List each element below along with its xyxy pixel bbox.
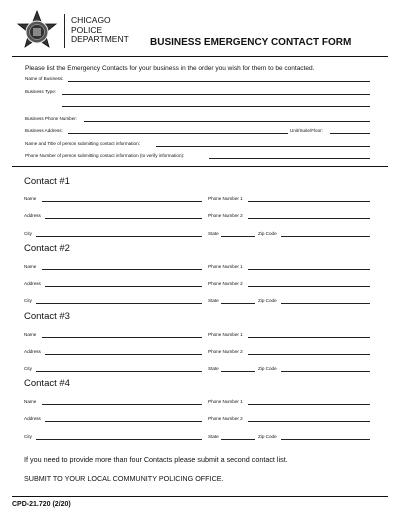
contact-address-label: Address <box>24 349 41 354</box>
unit-suite-floor-label: Unit/Suite/Floor: <box>290 128 323 133</box>
contact-city-label: City <box>24 434 32 439</box>
contact-phone1-label: Phone Number 1 <box>208 264 243 269</box>
contact-phone2-field[interactable] <box>248 218 370 219</box>
contact-title: Contact #4 <box>24 378 70 389</box>
header-rule <box>12 56 388 57</box>
contact-phone2-field[interactable] <box>248 286 370 287</box>
business-phone-label: Business Phone Number: <box>25 116 78 121</box>
name-of-business-field[interactable] <box>68 81 370 82</box>
submitter-name-title-field[interactable] <box>156 146 370 147</box>
submitter-phone-label: Phone Number of person submitting contact information (to verify information): <box>25 153 185 158</box>
contact-zip-label: Zip Code <box>258 231 277 236</box>
org-line-3: DEPARTMENT <box>71 34 129 44</box>
contact-phone1-label: Phone Number 1 <box>208 399 243 404</box>
org-name <box>71 16 129 45</box>
contact-address-field[interactable] <box>45 286 202 287</box>
org-line-1: CHICAGO <box>71 15 111 25</box>
contact-state-label: State <box>208 366 219 371</box>
contact-state-field[interactable] <box>221 236 255 237</box>
contact-zip-field[interactable] <box>281 236 370 237</box>
instruction-text: Please list the Emergency Contacts for your business in the order you wish for them to be contacted. <box>25 65 315 72</box>
contact-phone2-field[interactable] <box>248 354 370 355</box>
contact-phone2-label: Phone Number 2 <box>208 349 243 354</box>
contact-city-label: City <box>24 298 32 303</box>
contact-zip-field[interactable] <box>281 303 370 304</box>
contact-zip-field[interactable] <box>281 371 370 372</box>
form-number: CPD-21.720 (2/20) <box>12 501 71 508</box>
business-phone-field[interactable] <box>84 121 370 122</box>
contact-title: Contact #3 <box>24 311 70 322</box>
business-type-field-2[interactable] <box>62 106 370 107</box>
submitter-phone-field[interactable] <box>209 158 370 159</box>
contact-address-label: Address <box>24 281 41 286</box>
additional-contacts-note: If you need to provide more than four Contacts please submit a second contact list. <box>24 455 288 464</box>
contact-name-label: Name <box>24 332 37 337</box>
header-divider <box>64 14 65 48</box>
contact-phone1-field[interactable] <box>248 337 370 338</box>
submit-instruction: SUBMIT TO YOUR LOCAL COMMUNITY POLICING OFFICE. <box>24 474 224 483</box>
contact-phone1-field[interactable] <box>248 404 370 405</box>
contact-state-label: State <box>208 298 219 303</box>
submitter-name-title-label: Name and Title of person submitting contact information: <box>25 141 140 146</box>
contact-zip-label: Zip Code <box>258 434 277 439</box>
contact-title: Contact #1 <box>24 176 70 187</box>
contact-address-field[interactable] <box>45 218 202 219</box>
contact-zip-label: Zip Code <box>258 366 277 371</box>
contact-name-label: Name <box>24 264 37 269</box>
business-address-field[interactable] <box>68 133 288 134</box>
contact-name-label: Name <box>24 399 37 404</box>
contact-name-label: Name <box>24 196 37 201</box>
contact-city-field[interactable] <box>36 439 202 440</box>
business-address-label: Business Address: <box>25 128 63 133</box>
contact-state-field[interactable] <box>221 439 255 440</box>
contact-city-field[interactable] <box>36 236 202 237</box>
footer-rule <box>12 496 388 497</box>
contact-title: Contact #2 <box>24 243 70 254</box>
contact-address-label: Address <box>24 213 41 218</box>
contact-name-field[interactable] <box>42 404 202 405</box>
intro-rule <box>12 166 388 167</box>
business-type-label: Business Type: <box>25 89 57 94</box>
contact-phone1-field[interactable] <box>248 269 370 270</box>
contact-city-field[interactable] <box>36 371 202 372</box>
contact-phone1-label: Phone Number 1 <box>208 196 243 201</box>
contact-name-field[interactable] <box>42 337 202 338</box>
police-star-logo <box>15 10 59 54</box>
contact-state-field[interactable] <box>221 303 255 304</box>
contact-city-label: City <box>24 231 32 236</box>
contact-city-label: City <box>24 366 32 371</box>
contact-state-label: State <box>208 231 219 236</box>
contact-address-field[interactable] <box>45 354 202 355</box>
contact-phone2-field[interactable] <box>248 421 370 422</box>
unit-suite-floor-field[interactable] <box>330 133 370 134</box>
contact-phone2-label: Phone Number 2 <box>208 281 243 286</box>
org-line-2: POLICE <box>71 24 103 35</box>
contact-name-field[interactable] <box>42 201 202 202</box>
contact-state-field[interactable] <box>221 371 255 372</box>
contact-zip-label: Zip Code <box>258 298 277 303</box>
contact-state-label: State <box>208 434 219 439</box>
contact-phone1-field[interactable] <box>248 201 370 202</box>
contact-phone2-label: Phone Number 2 <box>208 213 243 218</box>
contact-phone1-label: Phone Number 1 <box>208 332 243 337</box>
contact-city-field[interactable] <box>36 303 202 304</box>
name-of-business-label: Name of Business: <box>25 76 64 81</box>
form-title: BUSINESS EMERGENCY CONTACT FORM <box>150 37 352 48</box>
business-type-field[interactable] <box>62 94 370 95</box>
contact-zip-field[interactable] <box>281 439 370 440</box>
contact-phone2-label: Phone Number 2 <box>208 416 243 421</box>
contact-address-label: Address <box>24 416 41 421</box>
contact-name-field[interactable] <box>42 269 202 270</box>
contact-address-field[interactable] <box>45 421 202 422</box>
